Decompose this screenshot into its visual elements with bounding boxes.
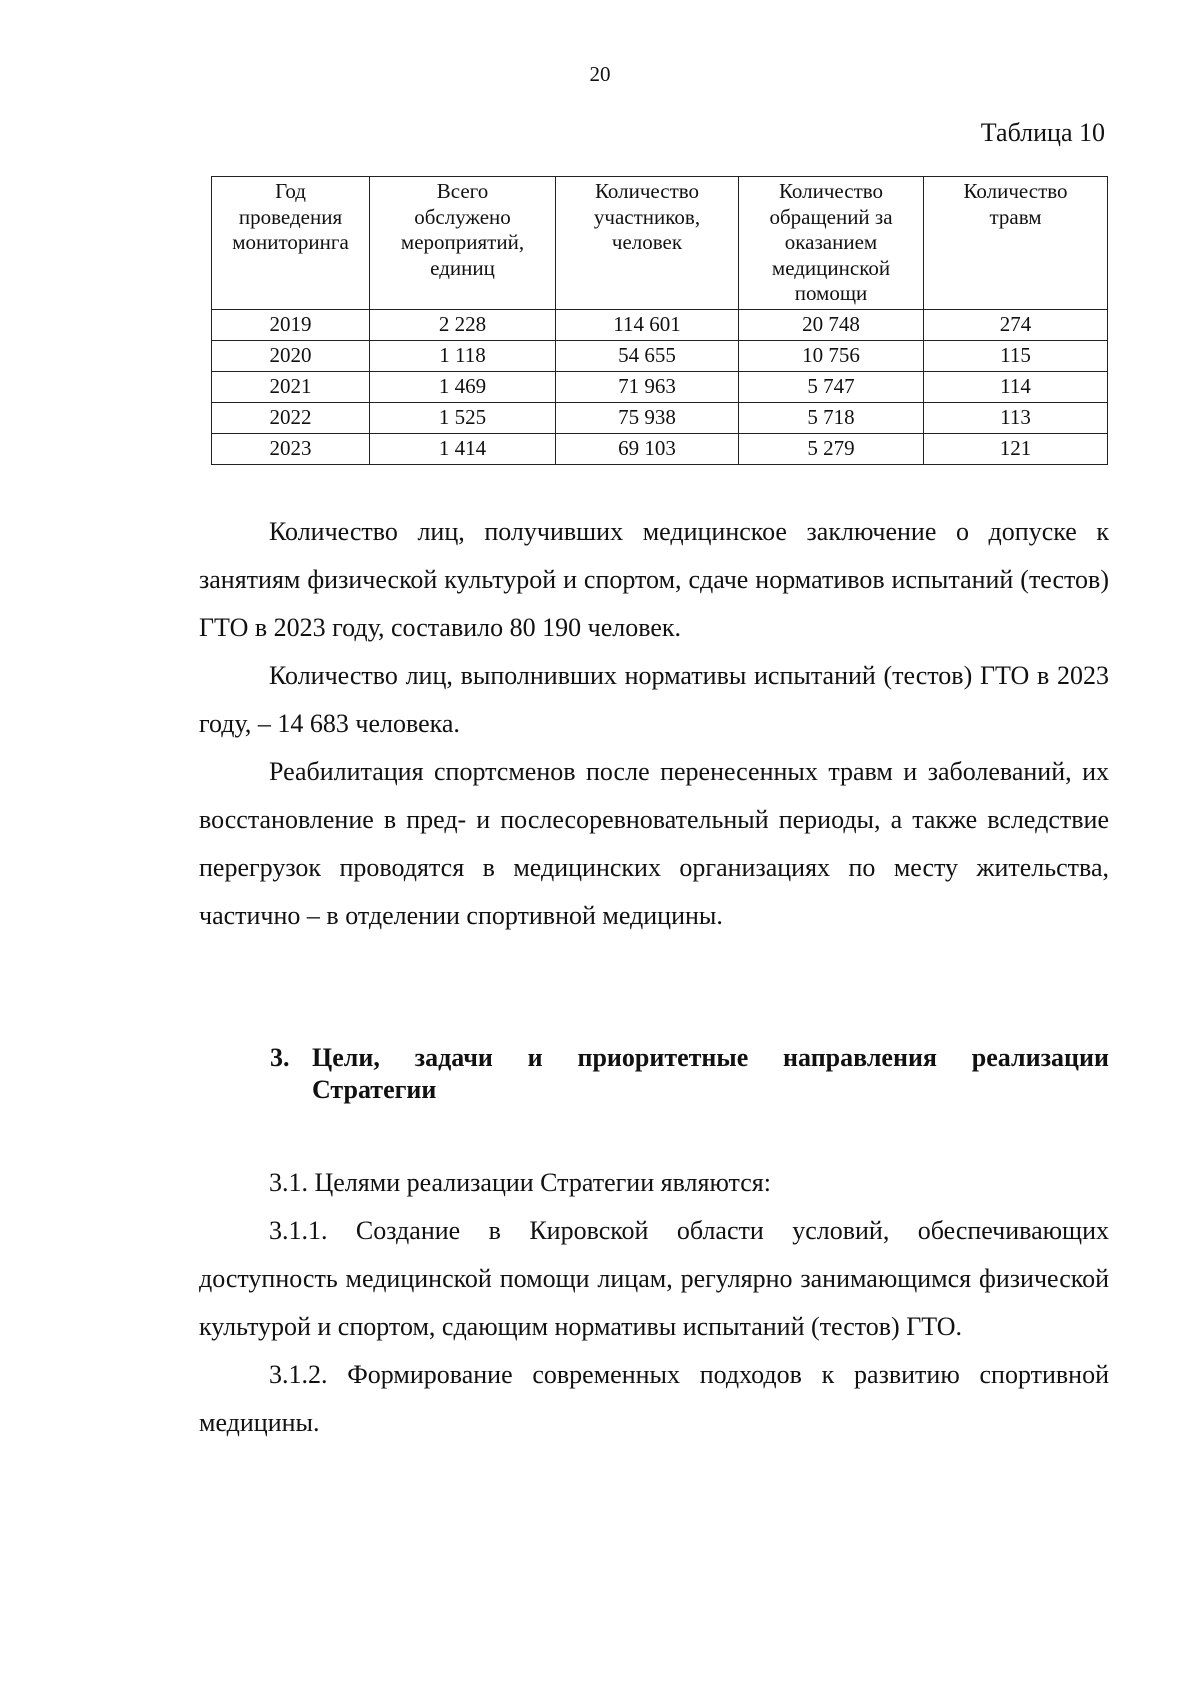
cell-medical-requests: 10 756 [739, 341, 924, 372]
cell-participants: 114 601 [556, 310, 739, 341]
section-number: 3. [270, 1043, 290, 1072]
cell-year: 2021 [212, 372, 370, 403]
header-events: Всего обслужено мероприятий, единиц [370, 177, 556, 310]
cell-events: 1 525 [370, 403, 556, 434]
header-year: Год проведения мониторинга [212, 177, 370, 310]
table-row [212, 434, 1108, 465]
cell-events: 1 118 [370, 341, 556, 372]
cell-medical-requests: 20 748 [739, 310, 924, 341]
item-3-1-1: 3.1.1. Создание в Кировской области условий, обеспечивающих доступность медицинской помощи лицам, регулярно занимающимся физической культурой и спортом, сдающим нормативы испытаний (тестов) ГТО. [199, 1216, 1109, 1341]
cell-injuries: 274 [924, 310, 1108, 341]
cell-injuries: 114 [924, 372, 1108, 403]
item-3-1: 3.1. Целями реализации Стратегии являются: [269, 1168, 771, 1197]
cell-injuries: 113 [924, 403, 1108, 434]
cell-events: 2 228 [370, 310, 556, 341]
header-participants: Количество участников, человек [556, 177, 739, 310]
body-text-lower [199, 1159, 1109, 1447]
section-heading [270, 1042, 1109, 1106]
body-text-upper [199, 508, 1109, 940]
cell-participants: 69 103 [556, 434, 739, 465]
section-title-line1: Цели, задачи и приоритетные направления реализации [312, 1043, 1109, 1072]
cell-medical-requests: 5 747 [739, 372, 924, 403]
cell-participants: 54 655 [556, 341, 739, 372]
cell-year: 2022 [212, 403, 370, 434]
paragraph-medical-clearance: Количество лиц, получивших медицинское заключение о допуске к занятиям физической культурой и спортом, сдаче нормативов испытаний (тестов) ГТО в 2023 году, составило 80 190 человек. [199, 517, 1109, 642]
cell-injuries: 115 [924, 341, 1108, 372]
cell-participants: 75 938 [556, 403, 739, 434]
header-medical-requests: Количество обращений за оказанием медицинской помощи [739, 177, 924, 310]
cell-participants: 71 963 [556, 372, 739, 403]
paragraph-gto-passed: Количество лиц, выполнивших нормативы испытаний (тестов) ГТО в 2023 году, – 14 683 человека. [199, 661, 1109, 738]
table-row [212, 372, 1108, 403]
table-header-row [212, 177, 1108, 310]
cell-injuries: 121 [924, 434, 1108, 465]
header-injuries: Количество травм [924, 177, 1108, 310]
monitoring-table [211, 176, 1108, 465]
section-title-line2: Стратегии [312, 1075, 437, 1104]
section-title [312, 1042, 1109, 1106]
paragraph-rehabilitation: Реабилитация спортсменов после перенесенных травм и заболеваний, их восстановление в пред- и послесоревновательный периоды, а также вследствие перегрузок проводятся в медицинских организациях по месту жительства, частично – в отделении спортивной медицины. [199, 757, 1109, 930]
table-row [212, 310, 1108, 341]
cell-year: 2019 [212, 310, 370, 341]
cell-medical-requests: 5 718 [739, 403, 924, 434]
cell-year: 2020 [212, 341, 370, 372]
table-row [212, 403, 1108, 434]
table-row [212, 341, 1108, 372]
cell-medical-requests: 5 279 [739, 434, 924, 465]
cell-events: 1 414 [370, 434, 556, 465]
table-caption: Таблица 10 [980, 118, 1105, 147]
item-3-1-2: 3.1.2. Формирование современных подходов к развитию спортивной медицины. [199, 1360, 1109, 1437]
cell-events: 1 469 [370, 372, 556, 403]
page-number: 20 [589, 62, 611, 86]
cell-year: 2023 [212, 434, 370, 465]
